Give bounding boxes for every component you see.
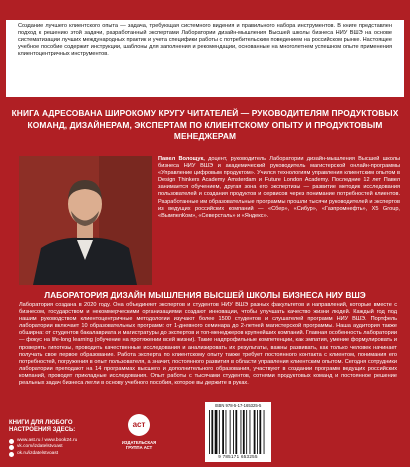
social-link-vk[interactable]: vk.com/izdatelstvoast	[9, 444, 77, 450]
author-name: Павел Волощук,	[158, 156, 205, 162]
social-link-ok[interactable]: ok.ru/izdatelstvoast	[9, 451, 77, 457]
publisher-label: ИЗДАТЕЛЬСКАЯ ГРУППА АСТ	[121, 440, 157, 450]
isbn-text: ISBN 978-5-17-165325-5	[214, 403, 262, 408]
slogan-line-1: КНИГИ ДЛЯ ЛЮБОГО	[9, 420, 73, 426]
publisher-logo: acт	[128, 414, 150, 436]
slogan	[9, 420, 75, 434]
intro-text-block: Создание лучшего клиентского опыта — задача, требующая системного видения и правильного набора инструментов. В книге представлен подход к решению этой задачи, разработанный экспертами Лаборатории дизайн-мышления Высшей школы бизнеса НИУ ВШЭ на основе систематизации лучших международных практик и учета специфики работы с потребительским поведением на российском рынке. Настоящее учебное пособие содержит инструкции, шаблоны для заполнения и рекомендации, основанные на многолетнем успешном опыте применения клиентоцентричных инструментов.	[6, 20, 404, 97]
audience-heading: КНИГА АДРЕСОВАНА ШИРОКОМУ КРУГУ ЧИТАТЕЛЕЙ — РУКОВОДИТЕЛЯМ ПРОДУКТОВЫХ КОМАНД, ДИЗАЙНЕРАМ, ЭКСПЕРТАМ ПО КЛИЕНТСКОМУ ОПЫТУ И ПРОДУКТОВЫМ МЕНЕДЖЕРАМ	[11, 108, 399, 141]
slogan-line-2: НАСТРОЕНИЯ ЗДЕСЬ:	[9, 427, 76, 433]
vk-icon	[9, 445, 14, 450]
globe-icon	[9, 439, 14, 444]
barcode-number: 9 785171 653255	[218, 454, 258, 459]
ok-icon	[9, 452, 14, 457]
author-photo	[19, 156, 152, 285]
barcode	[209, 410, 267, 454]
author-bio	[158, 156, 400, 220]
social-link-website[interactable]: www.ast.ru / www.book24.ru	[9, 438, 77, 444]
lab-title: ЛАБОРАТОРИЯ ДИЗАЙН МЫШЛЕНИЯ ВЫСШЕЙ ШКОЛЫ БИЗНЕСА НИУ ВШЭ	[44, 290, 366, 300]
author-bio-text: доцент, руководитель Лаборатории дизайн-мышления Высшей школы бизнеса НИУ ВШЭ и академический руководитель магистерской онлайн-программы «Управление цифровым продуктом». Учился технологиям управления клиентским опытом в Design Thinkers Academy Amsterdam и Future London Academy. Последние 12 лет Павел занимается обучением, другая зона его экспертизы — развитие методик исследования пользователей и создания продуктов и сервисов через понимание потребностей клиентов. Разработанные им образовательные программы прошли тысячи руководителей и экспертов из ведущих российских компаний — «Сбер», «Сибур», «Газпромнефть», X5 Group, «ВымпелКом», «Северсталь» и «Яндекс».	[158, 156, 400, 219]
social-links	[9, 438, 77, 457]
isbn-barcode-box	[205, 402, 271, 462]
lab-description: Лаборатория создана в 2020 году. Она объединяет экспертов и студентов НИУ ВШЭ разных факультетов и направлений, которые вместе с бизнесом, государством и некоммерческими организациями создают инновации, чтобы улучшать качество жизни людей. Каждый год под нашим руководством клиентоцентричные методологии изучают более 1500 студентов и слушателей программ НИУ ВШЭ. Портфель лаборатории включает 10 образовательных программ: от 1-дневного семинара до 2-летней магистерской программы. Наша аудитория также обширна: от студентов бакалавриата и магистратуры до экспертов и топ-менеджеров крупнейших компаний. Главная особенность лаборатории — фокус на life-long learning (обучение на протяжении всей жизни). Такие надпрофильные компетенции, как эмпатия, умение формулировать и проверять гипотезы, проводить качественные исследования и анализировать их результаты, важны развивать, как только человек начинает получать свое первое образование. Работа эксперта по клиентскому опыту также требует постоянного контакта с клиентом, понимания его потребностей, погружения в опыт пользователя, а значит, постоянного развития в области управления клиентским опытом. Сегодня сотрудники лаборатории преподают на 14 программах высшего и дополнительного образования, участвуют в создании программ ведущих российских компаний, проводят прикладные исследования. Опыт работы с тысячами студентов, сотнями продуктовых команд и постоянное решение реальных задач бизнеса легли в основу учебного пособия, которое вы держите в руках.	[19, 302, 397, 387]
